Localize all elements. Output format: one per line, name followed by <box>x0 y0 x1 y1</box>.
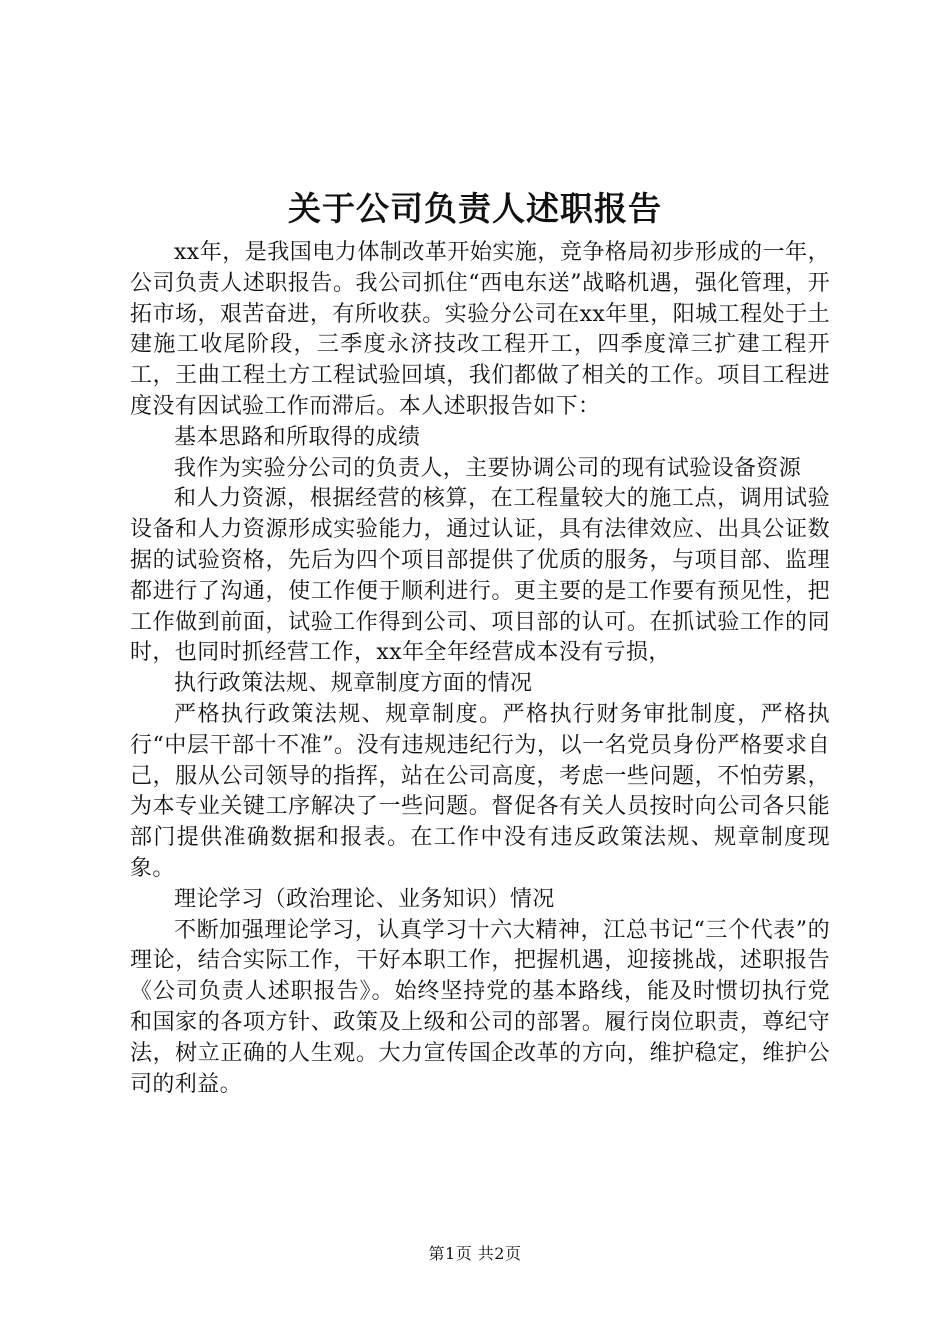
section-heading-achievements: 基本思路和所取得的成绩 <box>174 424 421 450</box>
achievements-paragraph-1: 我作为实验分公司的负责人，主要协调公司的现有试验设备资源 <box>174 455 802 481</box>
document-body <box>130 238 830 1100</box>
regulations-paragraph: 严格执行政策法规、规章制度。严格执行财务审批制度，严格执行“中层干部十不准”。没有违规违纪行为，以一名党员身份严格要求自己，服从公司领导的指挥，站在公司高度，考虑一些问题，不怕劳累，为本专业关键工序解决了一些问题。督促各有关人员按时向公司各只能部门提供准确数据和报表。在工作中没有违反政策法规、规章制度现象。 <box>130 701 830 881</box>
page-footer: 第1页 共2页 <box>428 1244 522 1263</box>
section-heading-study: 理论学习（政治理论、业务知识）情况 <box>174 886 555 912</box>
achievements-paragraph-2: 和人力资源，根据经营的核算，在工程量较大的施工点，调用试验设备和人力资源形成实验能力，通过认证，具有法律效应、出具公证数据的试验资格，先后为四个项目部提供了优质的服务，与项目部、监理都进行了沟通，使工作便于顺利进行。更主要的是工作要有预见性，把工作做到前面，试验工作得到公司、项目部的认可。在抓试验工作的同时，也同时抓经营工作，xx年全年经营成本没有亏损， <box>130 486 830 666</box>
document-title: 关于公司负责人述职报告 <box>288 189 662 228</box>
section-heading-regulations: 执行政策法规、规章制度方面的情况 <box>174 671 533 697</box>
intro-paragraph: xx年，是我国电力体制改革开始实施，竞争格局初步形成的一年，公司负责人述职报告。我公司抓住“西电东送”战略机遇，强化管理，开拓市场，艰苦奋进，有所收获。实验分公司在xx年里，阳城工程处于土建施工收尾阶段，三季度永济技改工程开工，四季度漳三扩建工程开工，王曲工程土方工程试验回填，我们都做了相关的工作。项目工程进度没有因试验工作而滞后。本人述职报告如下： <box>130 240 830 419</box>
study-paragraph: 不断加强理论学习，认真学习十六大精神，江总书记“三个代表”的理论，结合实际工作，干好本职工作，把握机遇，迎接挑战，述职报告《公司负责人述职报告》。始终坚持党的基本路线，能及时惯切执行党和国家的各项方针、政策及上级和公司的部署。履行岗位职责，尊纪守法，树立正确的人生观。大力宣传国企改革的方向，维护稳定，维护公司的利益。 <box>130 917 830 1097</box>
